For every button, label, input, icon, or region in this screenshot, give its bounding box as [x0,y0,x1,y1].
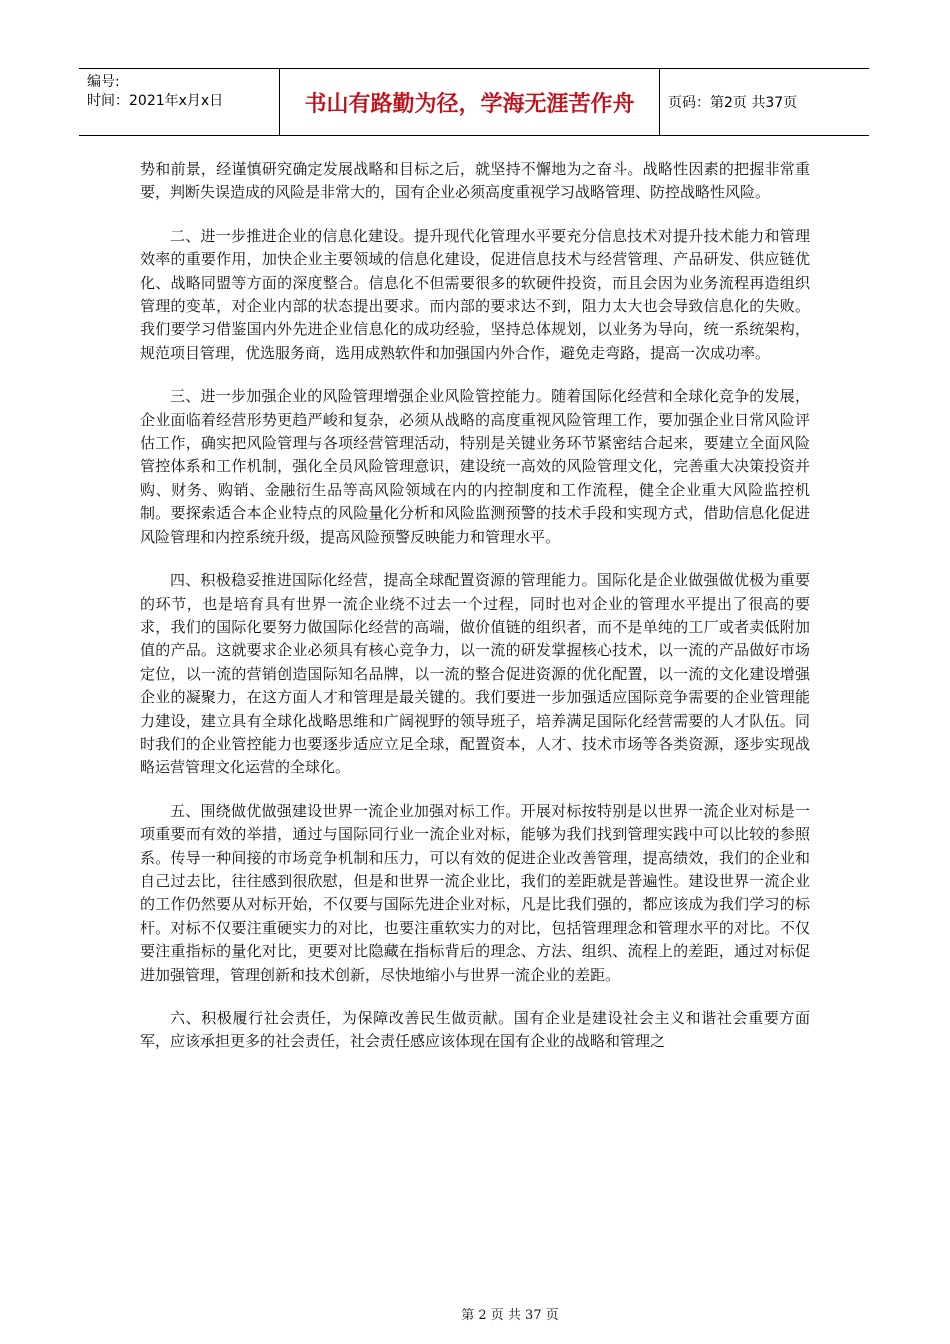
paragraph-benchmarking: 五、围绕做优做强建设世界一流企业加强对标工作。开展对标按特别是以世界一流企业对标是一项重要而有效的举措，通过与国际同行业一流企业对标，能够为我们找到管理实践中可以比较的参照系。传导一种间接的市场竞争机制和压力，可以有效的促进企业改善管理，提高绩效，我们的企业和自己过去比，往往感到很欣慰，但是和世界一流企业比，我们的差距就是普遍性。建设世界一流企业的工作仍然要从对标开始，不仅要与国际先进企业对标，凡是比我们强的，都应该成为我们学习的标杆。对标不仅要注重硬实力的对比，也要注重软实力的对比，包括管理理念和管理水平的对比。不仅要注重指标的量化对比，更要对比隐藏在指标背后的理念、方法、组织、流程上的差距，通过对标促进加强管理，管理创新和技术创新，尽快地缩小与世界一流企业的差距。 [140,801,810,984]
page-footer: 第 2 页 共 37 页 [461,1308,559,1323]
paragraph-risk-management: 三、进一步加强企业的风险管理增强企业风险管控能力。随着国际化经营和全球化竞争的发展，企业面临着经营形势更趋严峻和复杂，必须从战略的高度重视风险管理工作，要加强企业日常风险评估工作，确实把风险管理与各项经营管理活动，特别是关键业务环节紧密结合起来，要建立全面风险管控体系和工作机制，强化全员风险管理意识，建设统一高效的风险管理文化，完善重大决策投资并购、财务、购销、金融衍生品等高风险领域在内的内控制度和工作流程，健全企业重大风险监控机制。要探索适合本企业特点的风险量化分析和风险监测预警的技术手段和实现方式，借助信息化促进风险管理和内控系统升级，提高风险预警反映能力和管理水平。 [140,387,810,546]
paragraph-internationalization: 四、积极稳妥推进国际化经营，提高全球配置资源的管理能力。国际化是企业做强做优极为重要的环节，也是培育具有世界一流企业绕不过去一个过程，同时也对企业的管理水平提出了很高的要求，我们的国际化要努力做国际化经营的高端，做价值链的组织者，而不是单纯的工厂或者卖低附加值的产品。这就要求企业必须具有核心竞争力，以一流的研发掌握核心技术，以一流的产品做好市场定位，以一流的营销创造国际知名品牌，以一流的整合促进资源的优化配置，以一流的文化建设增强企业的凝聚力，在这方面人才和管理是最关键的。我们要进一步加强适应国际竞争需要的企业管理能力建设，建立具有全球化战略思维和广阔视野的领导班子，培养满足国际化经营需要的人才队伍。同时我们的企业管控能力也要逐步适应立足全球，配置资本，人才、技术市场等各类资源，逐步实现战略运营管理文化运营的全球化。 [140,571,810,777]
header-meta [79,69,280,135]
time-label: 时间：2021年x月x日 [87,93,224,109]
header-page-info: 页码：第2页 共37页 [668,95,798,111]
document-body [140,158,810,1074]
page-header [79,68,869,136]
header-motto: 书山有路勤为径，学海无涯苦作舟 [280,69,660,135]
paragraph-continued: 势和前景，经谨慎研究确定发展战略和目标之后，就坚持不懈地为之奋斗。战略性因素的把握非常重要，判断失误造成的风险是非常大的，国有企业必须高度重视学习战略管理、防控战略性风险。 [140,160,810,202]
number-label: 编号: [87,74,120,90]
paragraph-informatization: 二、进一步推进企业的信息化建设。提升现代化管理水平要充分信息技术对提升技术能力和管理效率的重要作用，加快企业主要领域的信息化建设，促进信息技术与经营管理、产品研发、供应链优化、战略同盟等方面的深度整合。信息化不但需要很多的软硬件投资，而且会因为业务流程再造组织管理的变革，对企业内部的状态提出要求。而内部的要求达不到，阻力太大也会导致信息化的失败。我们要学习借鉴国内外先进企业信息化的成功经验，坚持总体规划，以业务为导向，统一系统架构，规范项目管理，优选服务商，选用成熟软件和加强国内外合作，避免走弯路，提高一次成功率。 [140,226,810,362]
paragraph-social-responsibility: 六、积极履行社会责任，为保障改善民生做贡献。国有企业是建设社会主义和谐社会重要方面军，应该承担更多的社会责任，社会责任感应该体现在国有企业的战略和管理之 [140,1009,810,1051]
